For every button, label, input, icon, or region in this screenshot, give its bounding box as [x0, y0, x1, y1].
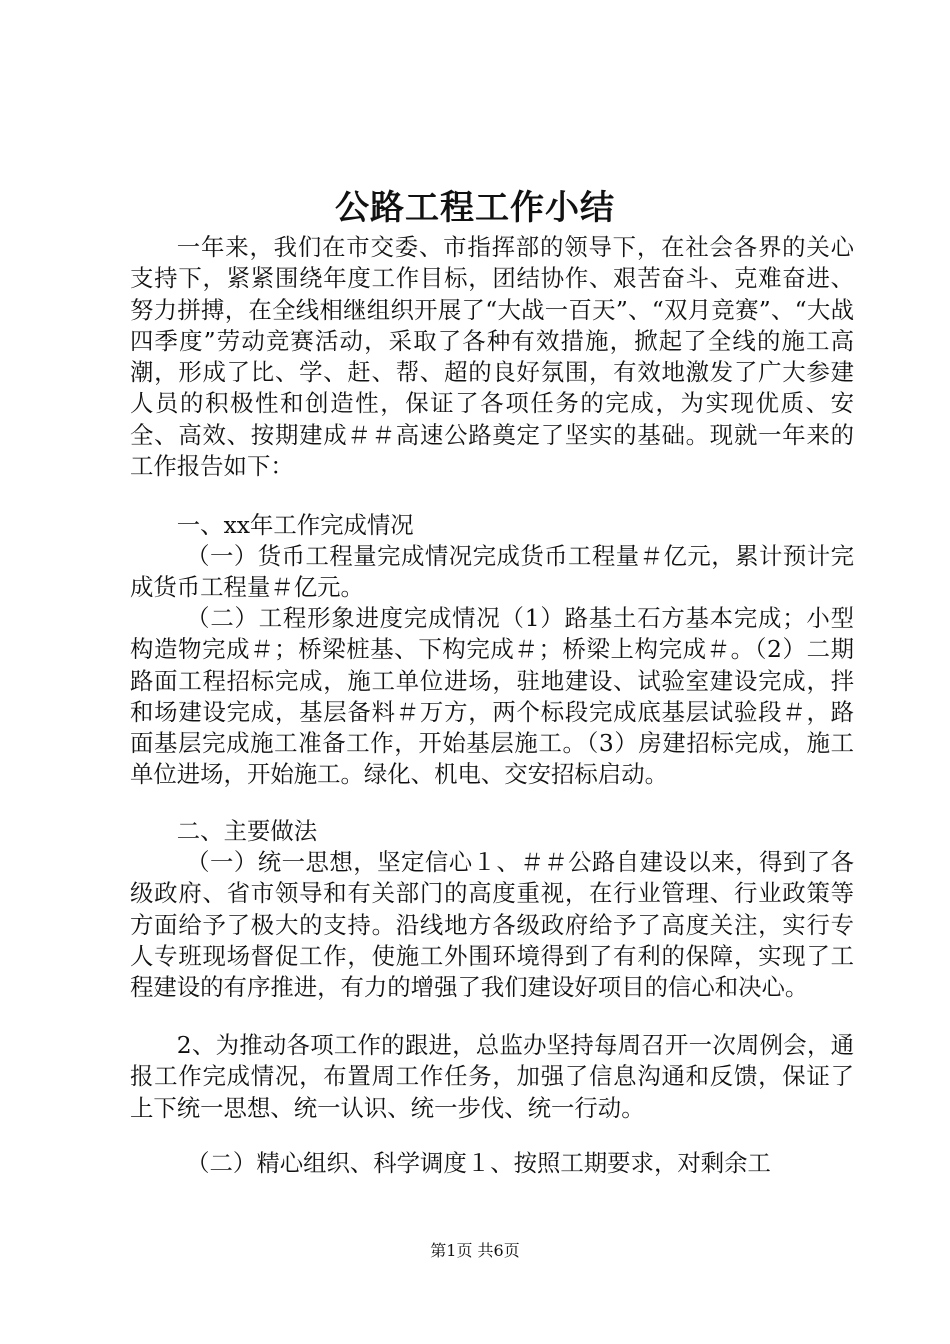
paragraph-item-2: （二）工程形象进度完成情况（1）路基土石方基本完成；小型构造物完成＃；桥梁桩基、下构完成＃；桥梁上构完成＃。（2）二期路面工程招标完成，施工单位进场，驻地建设、试验室建设完成，拌和场建设完成，基层备料＃万方，两个标段完成底基层试验段＃，路面基层完成施工准备工作，开始基层施工。（3）房建招标完成，施工单位进场，开始施工。绿化、机电、交安招标启动。 [130, 604, 854, 789]
paragraph-item-5: （二）精心组织、科学调度１、按照工期要求，对剩余工 [186, 1149, 771, 1177]
section-heading-2: 二、主要做法 [176, 817, 318, 845]
document-title: 公路工程工作小结 [335, 188, 615, 228]
paragraph-item-1: （一）货币工程量完成情况完成货币工程量＃亿元，累计预计完成货币工程量＃亿元。 [130, 542, 854, 602]
paragraph-item-3: （一）统一思想，坚定信心１、＃＃公路自建设以来，得到了各级政府、省市领导和有关部门的高度重视，在行业管理、行业政策等方面给予了极大的支持。沿线地方各级政府给予了高度关注，实行专人专班现场督促工作，使施工外围环境得到了有利的保障，实现了工程建设的有序推进，有力的增强了我们建设好项目的信心和决心。 [130, 848, 854, 1002]
section-heading-1: 一、xx年工作完成情况 [176, 511, 414, 539]
paragraph-item-4: 2、为推动各项工作的跟进，总监办坚持每周召开一次周例会，通报工作完成情况，布置周工作任务，加强了信息沟通和反馈，保证了上下统一思想、统一认识、统一步伐、统一行动。 [130, 1031, 854, 1122]
intro-paragraph: 一年来，我们在市交委、市指挥部的领导下，在社会各界的关心支持下，紧紧围绕年度工作目标，团结协作、艰苦奋斗、克难奋进、努力拼搏，在全线相继组织开展了“大战一百天”、“双月竞赛”、“大战四季度”劳动竞赛活动，采取了各种有效措施，掀起了全线的施工高潮，形成了比、学、赶、帮、超的良好氛围，有效地激发了广大参建人员的积极性和创造性，保证了各项任务的完成，为实现优质、安全、高效、按期建成＃＃高速公路奠定了坚实的基础。现就一年来的工作报告如下： [130, 233, 854, 481]
page-footer: 第1页 共6页 [430, 1241, 520, 1260]
